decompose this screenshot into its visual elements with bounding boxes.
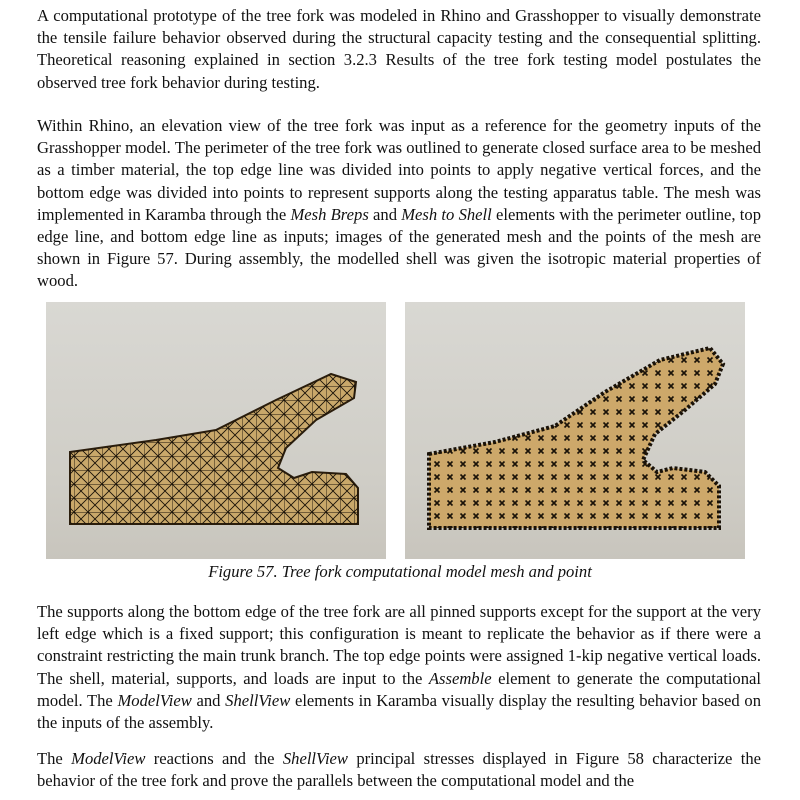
text-run: reactions and the bbox=[145, 749, 283, 768]
text-run: elements in Karamba visually display the resulting behavior based on the inputs of the assembly. bbox=[37, 690, 761, 733]
text-run: and bbox=[191, 690, 226, 710]
tree-fork-points-image bbox=[405, 302, 745, 559]
points-illustration bbox=[405, 302, 745, 559]
italic-term: ModelView bbox=[117, 690, 192, 710]
text-run: The supports along the bottom edge of the tree fork are all pinned supports except for the support at the very left edge which is a fixed support; this configuration is meant to replicate the behavior as if there were a constraint restricting the main trunk branch. The top edge points were assigned 1-kip negative vertical loads. The shell, material, supports, and loads are input to the bbox=[37, 602, 761, 688]
tree-fork-mesh-image bbox=[46, 302, 386, 559]
text-run: principal stresses displayed in Figure 58 characterize the behavior of the tree fork and prove the parallels between the computational model and the bbox=[37, 749, 762, 791]
italic-term: ShellView bbox=[282, 749, 348, 768]
italic-term: Assemble bbox=[428, 668, 492, 688]
text-run: A computational prototype of the tree fork was modeled in Rhino and Grasshopper to visually demonstrate the tensile failure behavior observed during the structural capacity testing and the consequential splitting. Theoretical reasoning explained in section 3.2.3 Results of the tree fork testing model postulates the observed tree fork behavior during testing. bbox=[37, 6, 761, 92]
text-run: elements with the perimeter outline, top edge line, and bottom edge line as inputs; images of the generated mesh and the points of the mesh are shown in Figure 57. During assembly, the modelled shell was given the isotropic material properties of wood. bbox=[37, 204, 762, 291]
paragraph-4 bbox=[37, 748, 761, 792]
text-run: The bbox=[37, 749, 72, 768]
text-run: element to generate the computational model. The bbox=[37, 668, 762, 710]
italic-term: Mesh to Shell bbox=[401, 204, 492, 224]
paragraph-3 bbox=[37, 601, 761, 734]
mesh-illustration bbox=[46, 302, 386, 559]
italic-term: ModelView bbox=[71, 749, 146, 768]
paragraph-1 bbox=[37, 5, 761, 94]
italic-term: ShellView bbox=[225, 690, 291, 710]
text-run: and bbox=[368, 204, 402, 224]
figure-caption: Figure 57. Tree fork computational model mesh and point bbox=[208, 562, 592, 581]
italic-term: Mesh Breps bbox=[290, 204, 369, 224]
paragraph-2 bbox=[37, 115, 761, 293]
text-run: Within Rhino, an elevation view of the tree fork was input as a reference for the geometry inputs of the Grasshopper model. The perimeter of the tree fork was outlined to generate closed surface area to be meshed as a timber material, the top edge line was divided into points to apply negative vertical forces, and the bottom edge was divided into points to represent supports along the testing apparatus table. The mesh was implemented in Karamba through the bbox=[37, 116, 761, 224]
